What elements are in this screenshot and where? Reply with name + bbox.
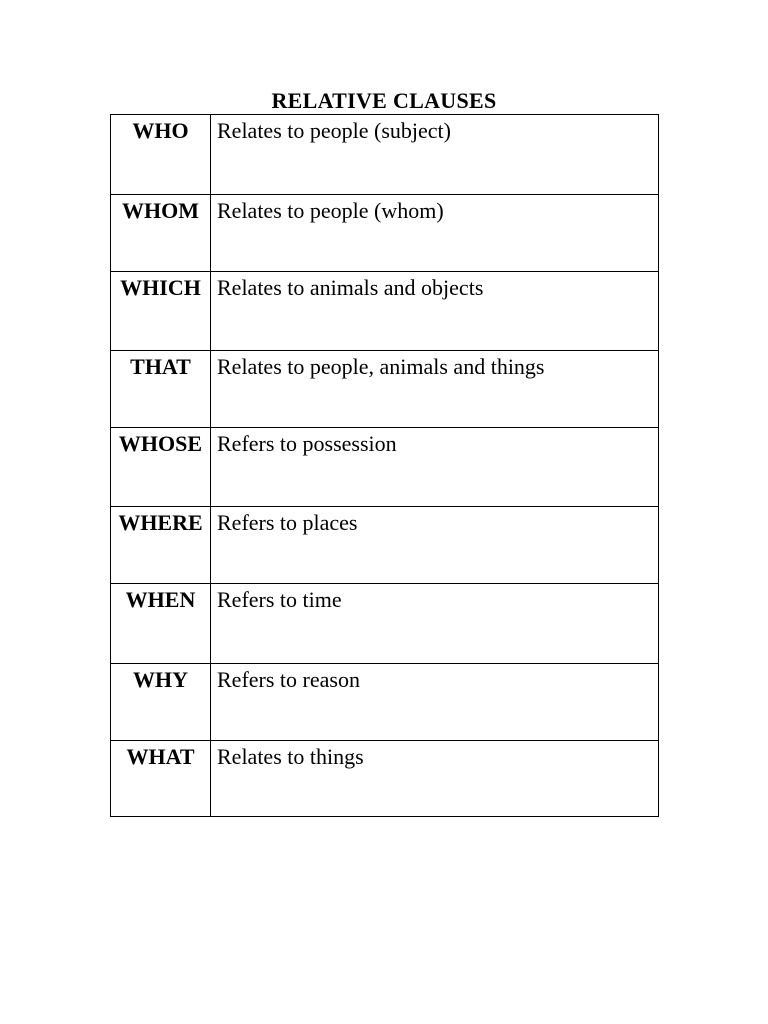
description-cell: Relates to people (whom): [211, 195, 659, 272]
description-cell: Refers to possession: [211, 428, 659, 507]
relative-pronoun-cell: [111, 428, 211, 507]
description-cell: Refers to time: [211, 584, 659, 664]
relative-pronoun-cell: [111, 507, 211, 584]
table-row: [111, 507, 659, 584]
relative-pronoun: WHERE: [118, 510, 203, 535]
relative-pronoun-cell: [111, 584, 211, 664]
table-row: [111, 664, 659, 741]
table-row: [111, 115, 659, 195]
relative-pronoun-cell: [111, 351, 211, 428]
relative-pronoun-cell: [111, 272, 211, 351]
table-row: [111, 351, 659, 428]
description-cell: Relates to things: [211, 741, 659, 817]
relative-pronoun: WHO: [132, 118, 189, 143]
relative-pronoun-cell: [111, 195, 211, 272]
description-cell: Refers to reason: [211, 664, 659, 741]
relative-pronoun: WHOSE: [118, 431, 203, 456]
page-title: RELATIVE CLAUSES: [271, 88, 497, 113]
table-row: [111, 195, 659, 272]
table-row: [111, 272, 659, 351]
table-row: [111, 428, 659, 507]
relative-pronoun: WHEN: [125, 587, 196, 612]
relative-pronoun: WHICH: [120, 275, 201, 300]
description-cell: Relates to people (subject): [211, 115, 659, 195]
relative-pronoun: WHOM: [122, 198, 199, 223]
relative-pronoun-cell: [111, 741, 211, 817]
table-row: [111, 741, 659, 817]
relative-pronoun-cell: [111, 115, 211, 195]
relative-pronoun: THAT: [130, 354, 191, 379]
description-cell: Relates to people, animals and things: [211, 351, 659, 428]
table-row: [111, 584, 659, 664]
description-cell: Relates to animals and objects: [211, 272, 659, 351]
relative-clauses-table: [110, 114, 659, 817]
description-cell: Refers to places: [211, 507, 659, 584]
relative-pronoun-cell: [111, 664, 211, 741]
relative-pronoun: WHY: [133, 667, 188, 692]
relative-pronoun: WHAT: [126, 744, 195, 769]
